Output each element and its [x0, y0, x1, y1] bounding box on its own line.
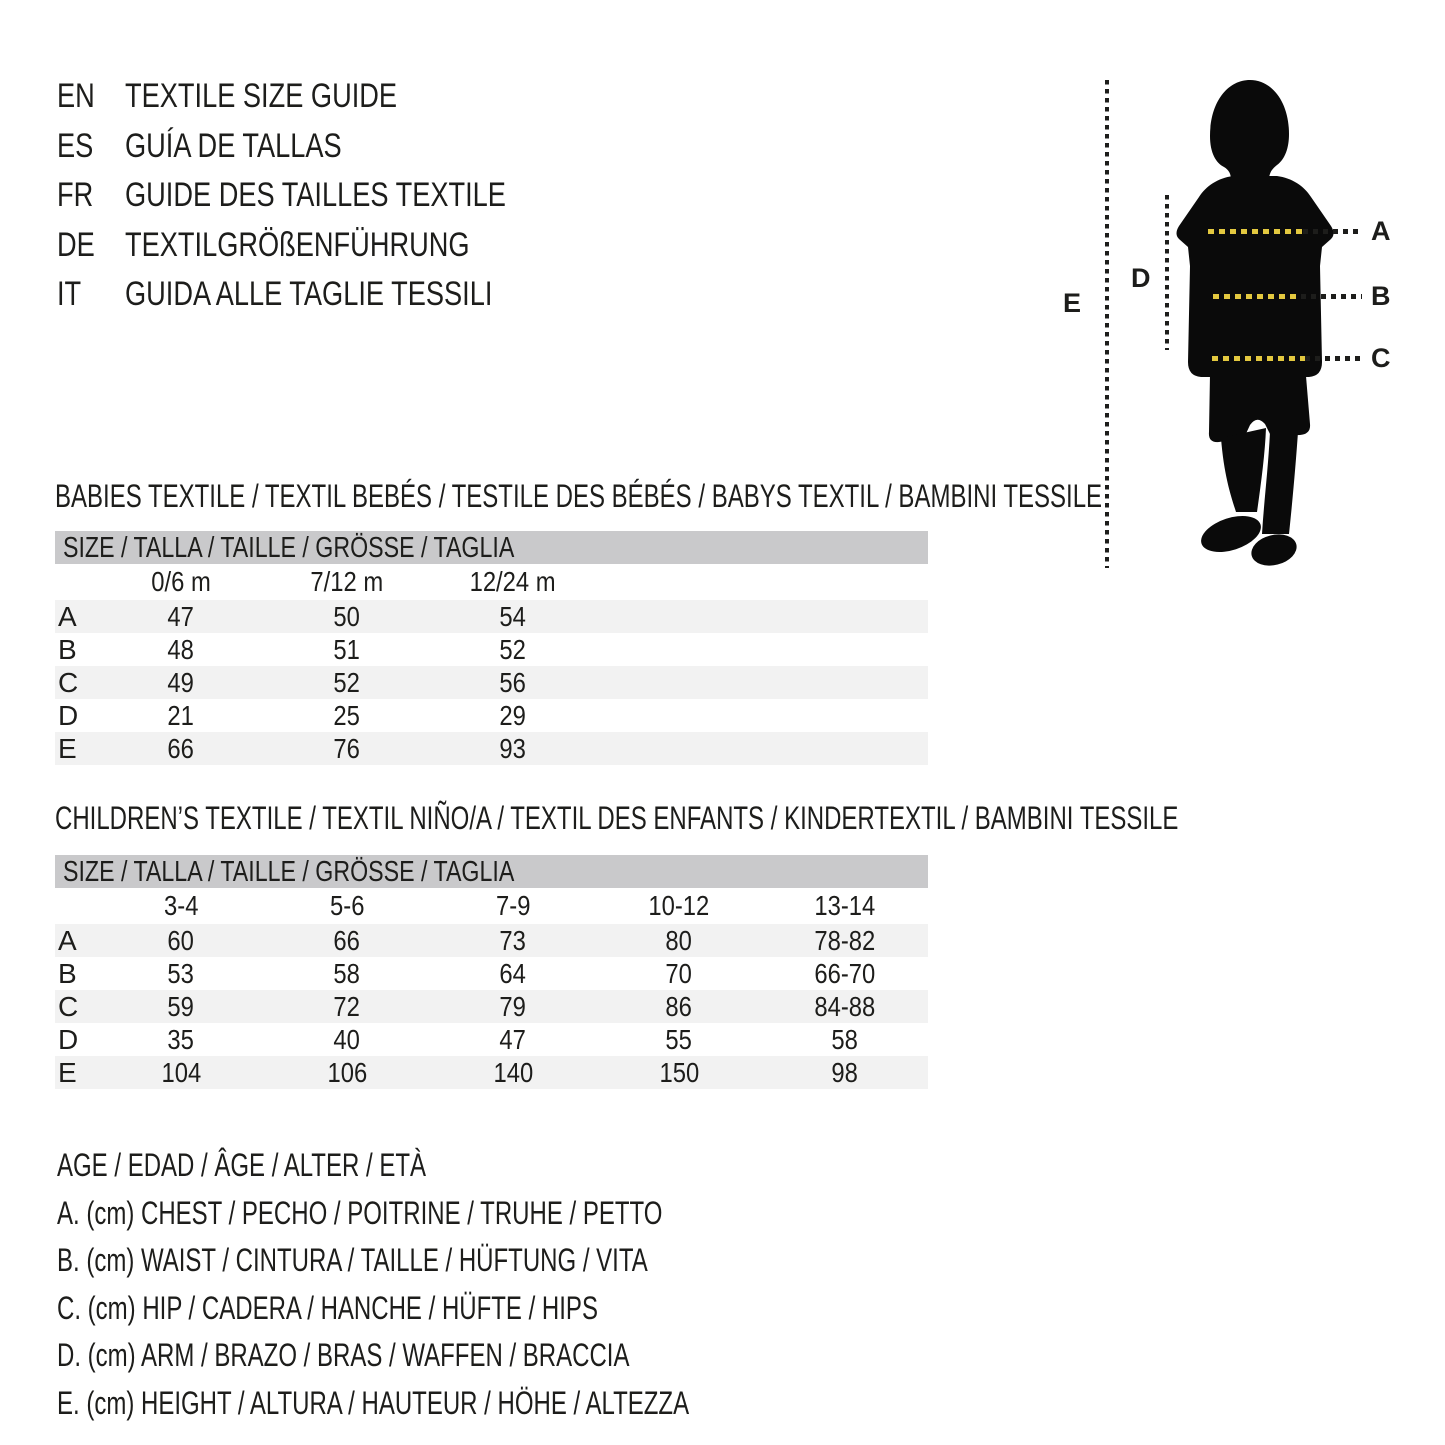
lang-code: IT	[57, 275, 82, 313]
cell: 56	[499, 667, 527, 698]
lang-title: GUIDA ALLE TAGLIE TESSILI	[125, 275, 493, 313]
babies-col-12-24m: 12/24 m	[469, 566, 556, 597]
lang-row-it	[57, 270, 601, 320]
row-label: D	[58, 1024, 79, 1055]
cell: 73	[499, 925, 527, 956]
cell: 58	[831, 1024, 859, 1055]
lang-code: FR	[57, 176, 94, 214]
cell: 104	[161, 1057, 201, 1088]
label-e: E	[1063, 288, 1082, 318]
legend-waist: B. (cm) WAIST / CINTURA / TAILLE / HÜFTUNG / VITA	[57, 1242, 648, 1278]
lang-title: GUÍA DE TALLAS	[125, 126, 342, 165]
cell: 52	[499, 634, 527, 665]
row-label-spacer	[55, 564, 98, 600]
cell: 40	[333, 1024, 361, 1055]
cell: 66-70	[814, 958, 876, 989]
cell: 106	[327, 1057, 367, 1088]
cell: 70	[665, 958, 693, 989]
babies-col-7-12m: 7/12 m	[310, 566, 384, 597]
arm-d-dotted-line	[1165, 195, 1169, 350]
children-row-b	[55, 957, 928, 990]
cell: 47	[499, 1024, 527, 1055]
cell: 150	[659, 1057, 699, 1088]
label-a: A	[1371, 216, 1391, 246]
silhouette-head	[1210, 80, 1289, 190]
cell: 78-82	[814, 925, 876, 956]
children-col-7-9: 7-9	[495, 890, 531, 921]
cell: 72	[333, 991, 361, 1022]
lang-title: TEXTILGRÖßENFÜHRUNG	[125, 225, 470, 264]
cell: 76	[333, 733, 361, 764]
lang-code: DE	[57, 225, 95, 264]
row-label: C	[58, 667, 79, 698]
language-title-block	[57, 72, 601, 320]
cell: 98	[831, 1057, 859, 1088]
row-label: B	[58, 634, 77, 665]
children-table	[55, 855, 928, 1089]
lang-row-es	[57, 122, 601, 172]
waist-b-leader-line	[1301, 294, 1362, 299]
cell: 79	[499, 991, 527, 1022]
cell: 48	[167, 634, 195, 665]
row-label: A	[58, 601, 77, 632]
row-label: A	[58, 925, 77, 956]
cell: 80	[665, 925, 693, 956]
babies-column-header-row	[55, 564, 928, 600]
children-column-header-row	[55, 888, 928, 924]
cell: 59	[167, 991, 195, 1022]
hip-c-leader-line	[1305, 356, 1362, 361]
children-col-10-12: 10-12	[648, 890, 710, 921]
cell: 49	[167, 667, 195, 698]
cell: 50	[333, 601, 361, 632]
babies-row-b	[55, 633, 928, 666]
cell: 47	[167, 601, 195, 632]
label-c: C	[1371, 343, 1391, 373]
row-label-spacer	[55, 888, 98, 924]
row-label: E	[58, 733, 77, 764]
cell: 66	[333, 925, 361, 956]
children-row-e	[55, 1056, 928, 1089]
lang-row-fr	[57, 171, 601, 221]
lang-code: EN	[57, 77, 95, 115]
legend-height: E. (cm) HEIGHT / ALTURA / HAUTEUR / HÖHE / ALTEZZA	[57, 1384, 690, 1421]
babies-row-c	[55, 666, 928, 699]
row-label: B	[58, 958, 77, 989]
lang-title: GUIDE DES TAILLES TEXTILE	[125, 176, 506, 214]
row-label: C	[58, 991, 79, 1022]
cell: 60	[167, 925, 195, 956]
babies-col-0-6m: 0/6 m	[151, 566, 211, 597]
cell: 140	[493, 1057, 533, 1088]
children-row-d	[55, 1023, 928, 1056]
cell: 84-88	[814, 991, 876, 1022]
children-col-5-6: 5-6	[329, 890, 365, 921]
cell: 52	[333, 667, 361, 698]
babies-section-title: BABIES TEXTILE / TEXTIL BEBÉS / TESTILE DES BÉBÉS / BABYS TEXTIL / BAMBINI TESSILE	[55, 478, 1103, 514]
babies-row-e	[55, 732, 928, 765]
children-col-3-4: 3-4	[163, 890, 199, 921]
legend-chest: A. (cm) CHEST / PECHO / POITRINE / TRUHE / PETTO	[57, 1194, 663, 1231]
babies-row-a	[55, 600, 928, 633]
cell: 29	[499, 700, 527, 731]
children-size-header-bar: SIZE / TALLA / TAILLE / GRÖSSE / TAGLIA	[55, 855, 928, 888]
cell: 93	[499, 733, 527, 764]
cell: 51	[333, 634, 361, 665]
cell: 58	[333, 958, 361, 989]
label-d: D	[1131, 263, 1151, 293]
cell: 66	[167, 733, 195, 764]
hip-c-measure-line	[1212, 356, 1305, 361]
row-label: E	[58, 1057, 77, 1088]
children-col-13-14: 13-14	[814, 890, 876, 921]
cell: 55	[665, 1024, 693, 1055]
measurement-legend	[57, 1142, 900, 1427]
chest-a-measure-line	[1208, 229, 1303, 234]
lang-row-en	[57, 72, 601, 122]
label-b: B	[1371, 281, 1391, 311]
cell: 64	[499, 958, 527, 989]
chest-a-leader-line	[1303, 229, 1362, 234]
silhouette-shorts	[1209, 316, 1310, 442]
lang-row-de	[57, 221, 601, 271]
lang-title: TEXTILE SIZE GUIDE	[125, 77, 398, 115]
cell: 53	[167, 958, 195, 989]
legend-hip: C. (cm) HIP / CADERA / HANCHE / HÜFTE / HIPS	[57, 1289, 598, 1326]
cell: 86	[665, 991, 693, 1022]
babies-size-header-bar: SIZE / TALLA / TAILLE / GRÖSSE / TAGLIA	[55, 531, 928, 564]
lang-code: ES	[57, 126, 94, 165]
row-label: D	[58, 700, 79, 731]
waist-b-measure-line	[1213, 294, 1301, 299]
legend-arm: D. (cm) ARM / BRAZO / BRAS / WAFFEN / BRACCIA	[57, 1337, 630, 1373]
cell: 35	[167, 1024, 195, 1055]
cell: 21	[167, 700, 195, 731]
legend-age: AGE / EDAD / ÂGE / ALTER / ETÀ	[57, 1147, 426, 1183]
children-section-title: CHILDREN’S TEXTILE / TEXTIL NIÑO/A / TEXTIL DES ENFANTS / KINDERTEXTIL / BAMBINI TESSILE	[55, 800, 1179, 836]
cell: 25	[333, 700, 361, 731]
children-row-c	[55, 990, 928, 1023]
babies-table	[55, 531, 928, 765]
babies-row-d	[55, 699, 928, 732]
children-row-a	[55, 924, 928, 957]
cell: 54	[499, 601, 527, 632]
